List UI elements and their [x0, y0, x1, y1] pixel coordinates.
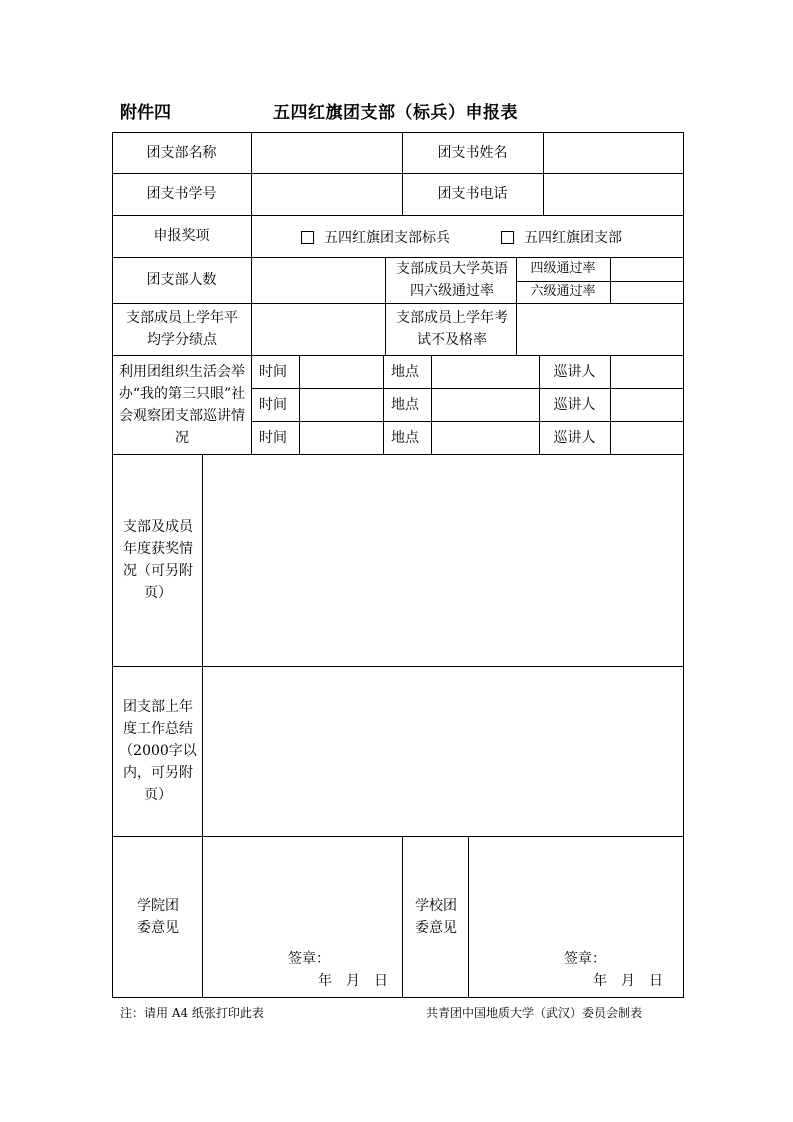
place-field[interactable]	[432, 356, 539, 388]
place-label: 地点	[391, 363, 419, 380]
lecturer-label: 巡讲人	[553, 429, 596, 446]
lecturer-field[interactable]	[611, 356, 683, 388]
checkbox-icon[interactable]	[301, 231, 314, 244]
time-field[interactable]	[300, 356, 383, 388]
lecturer-field[interactable]	[611, 389, 683, 421]
branch-name-label: 团支部名称	[146, 144, 217, 161]
college-opinion-label: 学院团委意见	[137, 897, 179, 936]
branch-name-field[interactable]	[252, 133, 402, 173]
award-option-label: 五四红旗团支部标兵	[324, 230, 450, 246]
time-label: 时间	[259, 429, 287, 446]
award-option-label: 五四红旗团支部	[524, 230, 622, 246]
secretary-phone-label: 团支书电话	[437, 186, 508, 202]
college-seal-label: 签章：	[288, 951, 330, 967]
award-option-branch[interactable]	[501, 226, 622, 248]
place-field[interactable]	[432, 389, 539, 421]
college-opinion-field[interactable]	[203, 837, 402, 945]
form-maker: 共青团中国地质大学（武汉）委员会制表	[426, 1006, 643, 1020]
award-type-label: 申报奖项	[153, 228, 210, 244]
fail-rate-label: 支部成员上学年考试不及格率	[396, 310, 508, 348]
application-table	[112, 132, 684, 998]
col-divider	[402, 836, 403, 997]
secretary-name-label: 团支书姓名	[437, 144, 508, 161]
secretary-name-field[interactable]	[544, 133, 683, 173]
work-summary-label: 团支部上年度工作总结（2000字以内，可另附页）	[119, 699, 197, 803]
col-divider	[251, 215, 252, 257]
annual-awards-field[interactable]	[203, 455, 683, 666]
form-title: 五四红旗团支部（标兵）申报表	[273, 103, 518, 123]
annual-awards-label: 支部及成员年度获奖情况（可另附页）	[123, 519, 193, 601]
award-option-model[interactable]	[301, 226, 450, 248]
college-date-label: 年 月 日	[318, 973, 388, 989]
school-seal-label: 签章：	[564, 951, 606, 967]
lecture-activity-label: 利用团组织生活会举办“我的第三只眼”社会观察团支部巡讲情况	[118, 363, 246, 446]
place-field[interactable]	[432, 422, 539, 454]
school-date-label: 年 月 日	[593, 973, 663, 989]
gpa-field[interactable]	[252, 304, 385, 355]
attachment-label: 附件四	[120, 103, 171, 123]
time-field[interactable]	[300, 422, 383, 454]
table-border-bottom	[112, 997, 684, 998]
secretary-id-field[interactable]	[252, 174, 402, 215]
school-opinion-field[interactable]	[469, 837, 683, 945]
time-label: 时间	[259, 396, 287, 413]
secretary-phone-field[interactable]	[544, 174, 683, 215]
cet6-label: 六级通过率	[530, 284, 596, 299]
time-label: 时间	[259, 363, 287, 380]
place-label: 地点	[391, 429, 419, 446]
member-count-label: 团支部人数	[146, 272, 217, 288]
col-divider	[385, 257, 386, 355]
fail-rate-field[interactable]	[517, 304, 683, 355]
form-header	[120, 98, 690, 126]
cet-pass-rate-label: 支部成员大学英语四六级通过率	[396, 261, 508, 299]
checkbox-icon[interactable]	[501, 231, 514, 244]
table-border-right	[683, 132, 684, 998]
gpa-label: 支部成员上学年平均学分绩点	[126, 310, 238, 348]
cet4-label: 四级通过率	[530, 261, 596, 276]
school-opinion-label: 学校团委意见	[415, 897, 457, 936]
cet6-field[interactable]	[611, 282, 683, 303]
secretary-id-label: 团支书学号	[146, 186, 217, 202]
cet4-field[interactable]	[611, 258, 683, 281]
lecturer-label: 巡讲人	[553, 363, 596, 380]
place-label: 地点	[391, 396, 419, 413]
member-count-field[interactable]	[252, 258, 385, 303]
time-field[interactable]	[300, 389, 383, 421]
lecturer-field[interactable]	[611, 422, 683, 454]
print-note: 注：请用 A4 纸张打印此表	[120, 1006, 264, 1020]
lecturer-label: 巡讲人	[553, 396, 596, 413]
work-summary-field[interactable]	[203, 667, 683, 836]
